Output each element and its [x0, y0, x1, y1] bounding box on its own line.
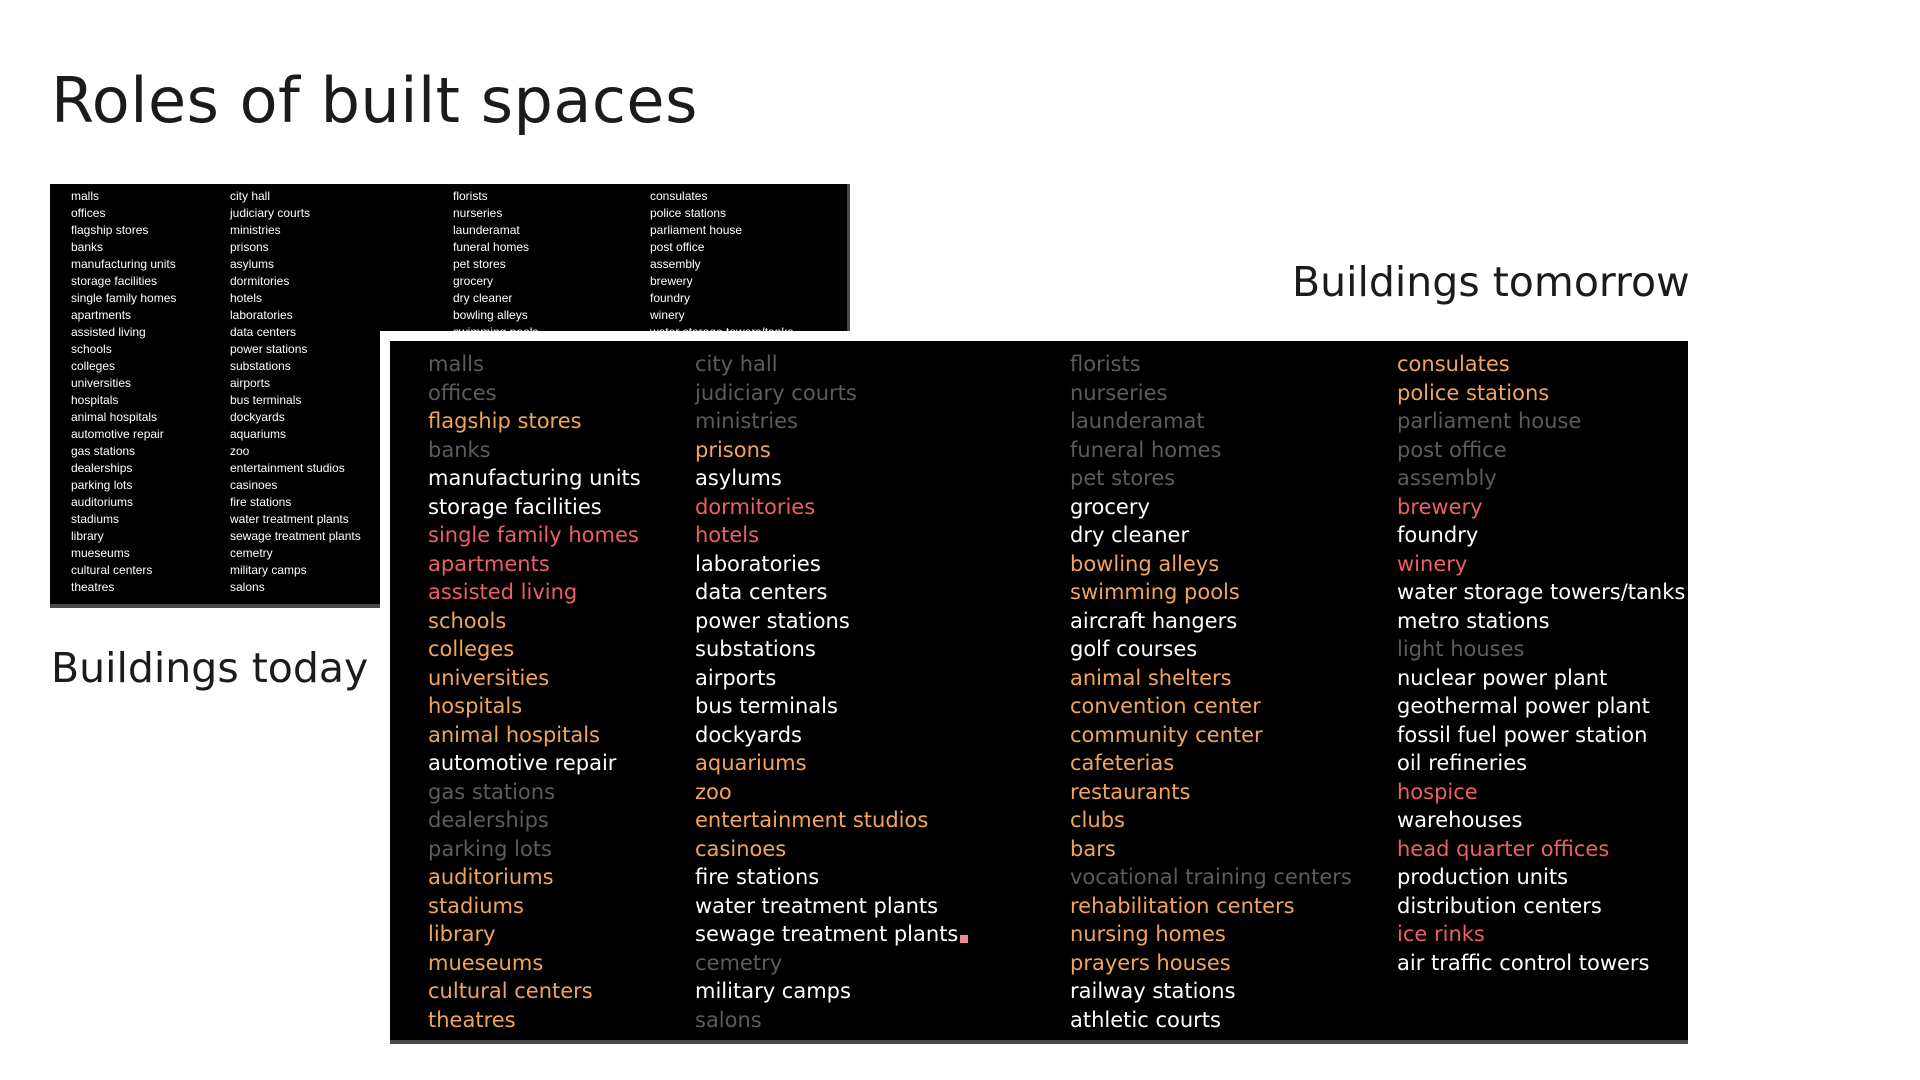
- tomorrow-item-label: funeral homes: [1070, 437, 1222, 462]
- today-list-item: winery: [650, 308, 685, 322]
- tomorrow-list-item: [1070, 949, 1352, 978]
- tomorrow-list-item: [1070, 835, 1352, 864]
- tomorrow-item-label: auditoriums: [428, 865, 554, 889]
- today-list-item: city hall: [230, 189, 271, 203]
- tomorrow-item-label: convention center: [1070, 694, 1261, 718]
- tomorrow-list-item: [1397, 578, 1685, 607]
- tomorrow-list-item: [1070, 778, 1352, 807]
- tomorrow-list-item: [695, 607, 968, 636]
- tomorrow-list-item: [428, 350, 641, 379]
- tomorrow-item-label: dormitories: [695, 494, 816, 519]
- tomorrow-list-item: [1397, 749, 1685, 778]
- tomorrow-list-item: [1070, 977, 1352, 1006]
- tomorrow-item-label: post office: [1397, 437, 1507, 462]
- today-list-item: assembly: [650, 257, 701, 271]
- tomorrow-column-2: [695, 350, 968, 1034]
- today-list-item: airports: [230, 376, 271, 390]
- tomorrow-list-item: [695, 350, 968, 379]
- tomorrow-item-label: sewage treatment plants: [695, 922, 959, 946]
- tomorrow-item-label: assembly: [1397, 466, 1497, 490]
- tomorrow-item-label: water storage towers/tanks: [1397, 580, 1686, 604]
- tomorrow-item-label: banks: [428, 437, 491, 462]
- tomorrow-item-label: rehabilitation centers: [1070, 893, 1295, 918]
- today-list-item: water treatment plants: [230, 512, 349, 526]
- tomorrow-item-label: gas stations: [428, 779, 556, 804]
- tomorrow-item-label: hospice: [1397, 779, 1478, 804]
- tomorrow-list-item: [695, 436, 968, 465]
- tomorrow-item-label: head quarter offices: [1397, 836, 1610, 861]
- tomorrow-list-item: [1070, 635, 1352, 664]
- tomorrow-item-label: storage facilities: [428, 494, 602, 519]
- tomorrow-list-item: [1070, 664, 1352, 693]
- today-list-item: colleges: [71, 359, 116, 373]
- tomorrow-item-label: malls: [428, 352, 484, 376]
- tomorrow-item-label: foundry: [1397, 523, 1479, 547]
- tomorrow-item-label: entertainment studios: [695, 808, 929, 832]
- tomorrow-list-item: [1070, 550, 1352, 579]
- text-cursor-marker: [960, 935, 968, 943]
- tomorrow-list-item: [1397, 778, 1685, 807]
- tomorrow-item-label: stadiums: [428, 893, 524, 918]
- tomorrow-list-item: [428, 863, 641, 892]
- tomorrow-list-item: [695, 407, 968, 436]
- today-list-item: single family homes: [71, 291, 177, 305]
- tomorrow-item-label: cafeterias: [1070, 751, 1175, 775]
- today-list-item: gas stations: [71, 444, 136, 458]
- today-list-item: storage facilities: [71, 274, 158, 288]
- tomorrow-list-item: [428, 464, 641, 493]
- tomorrow-list-item: [428, 835, 641, 864]
- today-column-2: [230, 188, 361, 596]
- tomorrow-list-item: [1397, 806, 1685, 835]
- tomorrow-list-item: [1070, 379, 1352, 408]
- tomorrow-list-item: [695, 949, 968, 978]
- today-list-item: data centers: [230, 325, 297, 339]
- tomorrow-item-label: bars: [1070, 836, 1116, 861]
- today-list-item: manufacturing units: [71, 257, 176, 271]
- today-list-item: grocery: [453, 274, 494, 288]
- today-list-item: substations: [230, 359, 291, 373]
- tomorrow-item-label: judiciary courts: [695, 380, 857, 405]
- tomorrow-list-item: [1070, 892, 1352, 921]
- tomorrow-item-label: geothermal power plant: [1397, 694, 1650, 718]
- tomorrow-item-label: florists: [1070, 352, 1141, 376]
- tomorrow-item-label: flagship stores: [428, 409, 582, 433]
- tomorrow-item-label: schools: [428, 608, 507, 633]
- tomorrow-list-item: [1070, 436, 1352, 465]
- tomorrow-item-label: grocery: [1070, 494, 1150, 519]
- tomorrow-list-item: [695, 1006, 968, 1035]
- tomorrow-list-item: [1397, 493, 1685, 522]
- tomorrow-item-label: light houses: [1397, 637, 1525, 661]
- today-list-item: dealerships: [71, 461, 133, 475]
- tomorrow-list-item: [1397, 863, 1685, 892]
- tomorrow-item-label: railway stations: [1070, 979, 1236, 1003]
- tomorrow-column-1: [428, 350, 641, 1034]
- tomorrow-list-item: [695, 550, 968, 579]
- tomorrow-list-item: [1397, 692, 1685, 721]
- today-list-item: hospitals: [71, 393, 119, 407]
- tomorrow-list-item: [428, 949, 641, 978]
- today-list-item: assisted living: [71, 325, 146, 339]
- tomorrow-item-label: air traffic control towers: [1397, 950, 1650, 975]
- tomorrow-item-label: swimming pools: [1070, 580, 1240, 604]
- tomorrow-item-label: city hall: [695, 352, 778, 376]
- tomorrow-list-item: [695, 863, 968, 892]
- tomorrow-item-label: substations: [695, 637, 816, 661]
- today-list-item: pet stores: [453, 257, 506, 271]
- tomorrow-item-label: ice rinks: [1397, 922, 1485, 946]
- tomorrow-list-item: [428, 664, 641, 693]
- tomorrow-item-label: nurseries: [1070, 380, 1168, 405]
- tomorrow-list-item: [428, 521, 641, 550]
- tomorrow-list-item: [1070, 721, 1352, 750]
- tomorrow-item-label: oil refineries: [1397, 751, 1528, 775]
- tomorrow-list-item: [1397, 920, 1685, 949]
- tomorrow-list-item: [695, 721, 968, 750]
- tomorrow-item-label: nursing homes: [1070, 922, 1226, 946]
- tomorrow-item-label: hospitals: [428, 694, 523, 718]
- tomorrow-list-item: [1070, 806, 1352, 835]
- today-list-item: apartments: [71, 308, 132, 322]
- tomorrow-item-label: consulates: [1397, 352, 1510, 376]
- buildings-tomorrow-caption: Buildings tomorrow: [1292, 258, 1690, 306]
- today-list-item: brewery: [650, 274, 693, 288]
- tomorrow-item-label: athletic courts: [1070, 1007, 1221, 1032]
- tomorrow-item-label: mueseums: [428, 950, 544, 975]
- tomorrow-list-item: [1397, 350, 1685, 379]
- tomorrow-list-item: [428, 578, 641, 607]
- tomorrow-item-label: water treatment plants: [695, 893, 939, 918]
- tomorrow-list-item: [1397, 464, 1685, 493]
- tomorrow-item-label: asylums: [695, 466, 782, 490]
- tomorrow-list-item: [428, 920, 641, 949]
- tomorrow-item-label: hotels: [695, 523, 760, 547]
- tomorrow-list-item: [1070, 920, 1352, 949]
- tomorrow-item-label: launderamat: [1070, 409, 1205, 433]
- tomorrow-list-item: [1070, 749, 1352, 778]
- today-list-item: sewage treatment plants: [230, 529, 361, 543]
- today-list-item: malls: [71, 189, 100, 203]
- tomorrow-item-label: fire stations: [695, 865, 820, 889]
- tomorrow-list-item: [1070, 464, 1352, 493]
- tomorrow-item-label: theatres: [428, 1007, 516, 1032]
- tomorrow-item-label: assisted living: [428, 580, 578, 604]
- today-list-item: funeral homes: [453, 240, 530, 254]
- today-list-item: military camps: [230, 563, 307, 577]
- tomorrow-item-label: warehouses: [1397, 808, 1523, 832]
- tomorrow-item-label: aquariums: [695, 751, 807, 775]
- tomorrow-item-label: dry cleaner: [1070, 523, 1190, 547]
- tomorrow-list-item: [695, 664, 968, 693]
- today-list-item: laboratories: [230, 308, 293, 322]
- buildings-today-caption: Buildings today: [51, 644, 369, 692]
- tomorrow-list-item: [428, 749, 641, 778]
- tomorrow-column-3: [1070, 350, 1352, 1034]
- today-list-item: nurseries: [453, 206, 503, 220]
- tomorrow-list-item: [1070, 493, 1352, 522]
- today-list-item: power stations: [230, 342, 308, 356]
- today-list-item: aquariums: [230, 427, 287, 441]
- tomorrow-item-label: casinoes: [695, 836, 787, 861]
- today-list-item: parking lots: [71, 478, 133, 492]
- tomorrow-list-item: [1070, 521, 1352, 550]
- tomorrow-item-label: prayers houses: [1070, 950, 1231, 975]
- tomorrow-item-label: single family homes: [428, 523, 639, 547]
- tomorrow-item-label: zoo: [695, 779, 732, 804]
- tomorrow-item-label: bus terminals: [695, 694, 838, 718]
- tomorrow-list-item: [695, 806, 968, 835]
- tomorrow-list-item: [428, 977, 641, 1006]
- today-list-item: consulates: [650, 189, 708, 203]
- today-column-4: [650, 188, 793, 341]
- tomorrow-item-label: brewery: [1397, 494, 1483, 519]
- today-list-item: dry cleaner: [453, 291, 513, 305]
- tomorrow-item-label: fossil fuel power station: [1397, 722, 1648, 747]
- tomorrow-list-item: [428, 607, 641, 636]
- tomorrow-list-item: [1397, 835, 1685, 864]
- today-list-item: mueseums: [71, 546, 130, 560]
- tomorrow-list-item: [695, 920, 968, 949]
- slide-title: Roles of built spaces: [51, 64, 698, 137]
- tomorrow-item-label: nuclear power plant: [1397, 665, 1608, 690]
- tomorrow-item-label: animal shelters: [1070, 665, 1232, 690]
- today-list-item: parliament house: [650, 223, 743, 237]
- tomorrow-item-label: offices: [428, 380, 497, 405]
- tomorrow-item-label: power stations: [695, 608, 850, 633]
- tomorrow-item-label: universities: [428, 665, 550, 690]
- tomorrow-list-item: [1070, 692, 1352, 721]
- tomorrow-list-item: [428, 407, 641, 436]
- today-list-item: cultural centers: [71, 563, 153, 577]
- today-list-item: bowling alleys: [453, 308, 528, 322]
- today-list-item: auditoriums: [71, 495, 134, 509]
- today-list-item: asylums: [230, 257, 275, 271]
- tomorrow-item-label: restaurants: [1070, 779, 1191, 804]
- tomorrow-list-item: [1397, 949, 1685, 978]
- today-list-item: fire stations: [230, 495, 292, 509]
- today-list-item: bus terminals: [230, 393, 302, 407]
- tomorrow-item-label: parliament house: [1397, 409, 1582, 433]
- tomorrow-item-label: cultural centers: [428, 979, 593, 1003]
- tomorrow-list-item: [428, 1006, 641, 1035]
- tomorrow-item-label: animal hospitals: [428, 722, 600, 747]
- tomorrow-list-item: [428, 806, 641, 835]
- tomorrow-item-label: data centers: [695, 580, 828, 604]
- tomorrow-list-item: [1397, 436, 1685, 465]
- today-list-item: launderamat: [453, 223, 520, 237]
- today-list-item: cemetry: [230, 546, 273, 560]
- tomorrow-list-item: [1070, 407, 1352, 436]
- tomorrow-item-label: dockyards: [695, 722, 802, 747]
- today-list-item: dockyards: [230, 410, 285, 424]
- tomorrow-list-item: [1070, 350, 1352, 379]
- tomorrow-item-label: manufacturing units: [428, 466, 641, 490]
- tomorrow-list-item: [428, 721, 641, 750]
- tomorrow-list-item: [695, 379, 968, 408]
- tomorrow-list-item: [428, 892, 641, 921]
- today-list-item: prisons: [230, 240, 269, 254]
- tomorrow-column-4: [1397, 350, 1685, 977]
- tomorrow-list-item: [1070, 863, 1352, 892]
- tomorrow-item-label: clubs: [1070, 808, 1125, 832]
- tomorrow-item-label: dealerships: [428, 808, 549, 832]
- tomorrow-list-item: [695, 692, 968, 721]
- tomorrow-item-label: distribution centers: [1397, 893, 1602, 918]
- today-list-item: entertainment studios: [230, 461, 345, 475]
- tomorrow-list-item: [1397, 607, 1685, 636]
- today-column-3: [453, 188, 538, 341]
- tomorrow-list-item: [428, 778, 641, 807]
- tomorrow-item-label: metro stations: [1397, 608, 1550, 633]
- tomorrow-item-label: library: [428, 922, 496, 946]
- today-list-item: dormitories: [230, 274, 290, 288]
- tomorrow-list-item: [695, 835, 968, 864]
- buildings-tomorrow-panel: [390, 341, 1688, 1044]
- tomorrow-list-item: [695, 464, 968, 493]
- today-list-item: animal hospitals: [71, 410, 158, 424]
- today-list-item: theatres: [71, 580, 115, 594]
- tomorrow-list-item: [1070, 578, 1352, 607]
- tomorrow-item-label: winery: [1397, 551, 1468, 576]
- tomorrow-item-label: ministries: [695, 409, 798, 433]
- today-list-item: offices: [71, 206, 106, 220]
- tomorrow-list-item: [1397, 379, 1685, 408]
- tomorrow-list-item: [1397, 521, 1685, 550]
- today-list-item: casinoes: [230, 478, 278, 492]
- tomorrow-item-label: police stations: [1397, 380, 1550, 405]
- tomorrow-list-item: [695, 892, 968, 921]
- tomorrow-list-item: [1397, 721, 1685, 750]
- tomorrow-item-label: automotive repair: [428, 751, 617, 775]
- today-list-item: library: [71, 529, 104, 543]
- tomorrow-list-item: [695, 578, 968, 607]
- tomorrow-list-item: [1397, 892, 1685, 921]
- tomorrow-item-label: parking lots: [428, 836, 553, 861]
- tomorrow-item-label: apartments: [428, 551, 550, 576]
- today-list-item: police stations: [650, 206, 727, 220]
- tomorrow-item-label: bowling alleys: [1070, 551, 1220, 576]
- tomorrow-list-item: [1070, 1006, 1352, 1035]
- tomorrow-item-label: golf courses: [1070, 637, 1198, 661]
- tomorrow-item-label: prisons: [695, 437, 771, 462]
- today-list-item: florists: [453, 189, 488, 203]
- tomorrow-item-label: military camps: [695, 979, 851, 1003]
- today-list-item: flagship stores: [71, 223, 149, 237]
- tomorrow-item-label: salons: [695, 1007, 762, 1032]
- today-list-item: foundry: [650, 291, 691, 305]
- tomorrow-list-item: [1397, 550, 1685, 579]
- today-list-item: ministries: [230, 223, 281, 237]
- tomorrow-list-item: [428, 635, 641, 664]
- tomorrow-list-item: [1397, 664, 1685, 693]
- tomorrow-item-label: laboratories: [695, 551, 821, 576]
- tomorrow-list-item: [695, 635, 968, 664]
- today-list-item: salons: [230, 580, 265, 594]
- tomorrow-list-item: [695, 493, 968, 522]
- today-column-1: [71, 188, 176, 596]
- tomorrow-list-item: [1397, 407, 1685, 436]
- tomorrow-list-item: [695, 521, 968, 550]
- tomorrow-item-label: community center: [1070, 722, 1263, 747]
- today-list-item: judiciary courts: [230, 206, 311, 220]
- tomorrow-item-label: colleges: [428, 637, 515, 661]
- today-list-item: schools: [71, 342, 112, 356]
- today-list-item: banks: [71, 240, 104, 254]
- tomorrow-list-item: [1070, 607, 1352, 636]
- tomorrow-list-item: [428, 550, 641, 579]
- tomorrow-list-item: [695, 778, 968, 807]
- tomorrow-list-item: [1397, 635, 1685, 664]
- tomorrow-item-label: aircraft hangers: [1070, 608, 1238, 633]
- today-list-item: zoo: [230, 444, 250, 458]
- today-list-item: stadiums: [71, 512, 120, 526]
- tomorrow-list-item: [428, 493, 641, 522]
- tomorrow-item-label: airports: [695, 665, 777, 690]
- tomorrow-list-item: [428, 692, 641, 721]
- tomorrow-list-item: [428, 379, 641, 408]
- tomorrow-list-item: [695, 977, 968, 1006]
- today-list-item: post office: [650, 240, 705, 254]
- today-list-item: automotive repair: [71, 427, 164, 441]
- tomorrow-item-label: pet stores: [1070, 466, 1176, 490]
- today-list-item: universities: [71, 376, 132, 390]
- tomorrow-item-label: production units: [1397, 865, 1569, 889]
- tomorrow-item-label: vocational training centers: [1070, 865, 1352, 889]
- tomorrow-list-item: [695, 749, 968, 778]
- tomorrow-item-label: cemetry: [695, 950, 783, 975]
- tomorrow-list-item: [428, 436, 641, 465]
- today-list-item: hotels: [230, 291, 263, 305]
